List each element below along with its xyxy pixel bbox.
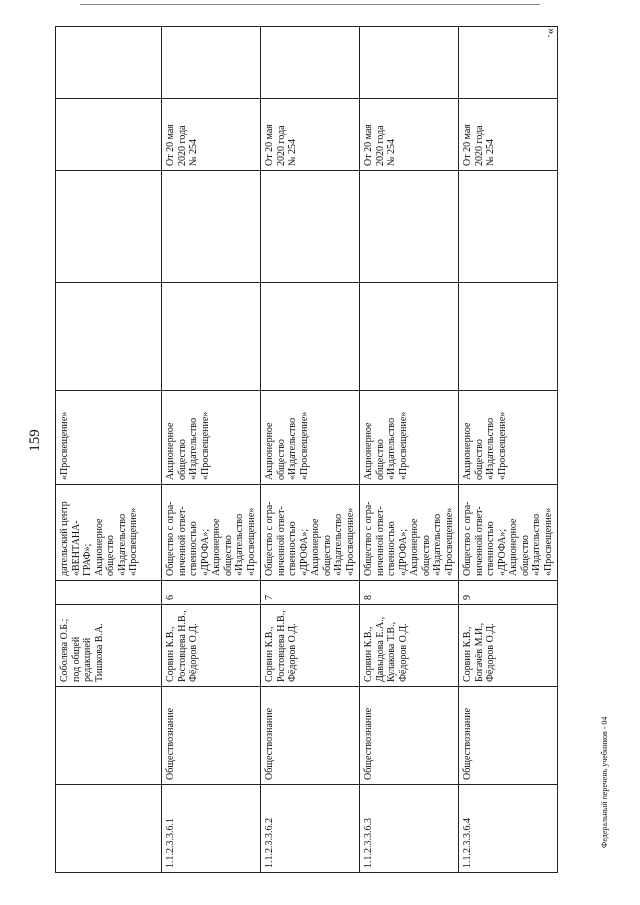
empty-cell xyxy=(459,171,558,283)
code-cell: 1.1.2.3.3.6.1 xyxy=(162,785,261,873)
empty-cell xyxy=(360,283,459,391)
new-publisher-cell: Акционерное общество «Издательство «Просвещение» xyxy=(459,391,558,485)
table-row xyxy=(261,27,360,873)
empty-cell xyxy=(56,27,162,99)
new-publisher-cell: «Просвещение» xyxy=(56,391,162,485)
empty-cell xyxy=(56,283,162,391)
class-cell: 6 xyxy=(162,581,261,605)
empty-cell xyxy=(261,283,360,391)
class-cell: 7 xyxy=(261,581,360,605)
order-cell: От 20 мая 2020 года № 254 xyxy=(360,99,459,171)
subject-cell: Обществознание xyxy=(459,687,558,785)
empty-cell xyxy=(162,27,261,99)
empty-cell xyxy=(162,283,261,391)
page-number: 159 xyxy=(26,429,43,452)
textbook-table xyxy=(55,26,558,873)
publisher-cell: Общество с огра- ниченной ответ- ственностью «ДРОФА»; Акционерное общество «Издательство «Просвещение» xyxy=(261,485,360,581)
empty-cell xyxy=(162,171,261,283)
subject-cell: Обществознание xyxy=(261,687,360,785)
empty-cell xyxy=(459,283,558,391)
table-row xyxy=(162,27,261,873)
table-row xyxy=(56,27,162,873)
authors-cell: Соболева О.Б.; под общей редакцией Тишкова В.А. xyxy=(56,605,162,687)
empty-cell xyxy=(261,27,360,99)
empty-cell xyxy=(360,27,459,99)
empty-cell xyxy=(360,171,459,283)
authors-cell: Сорвин К.В., Давыдова Е.А., Кулакова Т.В., Фёдоров О.Д. xyxy=(360,605,459,687)
textbook-table-wrapper xyxy=(55,27,554,873)
order-cell: От 20 мая 2020 года № 254 xyxy=(261,99,360,171)
footer-note: Федеральный перечень учебников - 04 xyxy=(600,716,609,848)
publisher-cell: Общество с огра- ниченной ответ- ственностью «ДРОФА»; Акционерное общество «Издательство «Просвещение» xyxy=(459,485,558,581)
table-row xyxy=(360,27,459,873)
authors-cell: Сорвин К.В., Ростовцева Н.В., Фёдоров О.Д. xyxy=(162,605,261,687)
code-cell: 1.1.2.3.3.6.2 xyxy=(261,785,360,873)
authors-cell: Сорвин К.В., Ростовцева Н.В., Фёдоров О.Д. xyxy=(261,605,360,687)
code-cell xyxy=(56,785,162,873)
order-cell xyxy=(56,99,162,171)
class-cell xyxy=(56,581,162,605)
class-cell: 9 xyxy=(459,581,558,605)
code-cell: 1.1.2.3.3.6.3 xyxy=(360,785,459,873)
publisher-cell: дательский центр «ВЕНТАНА- ГРАФ»; Акционерное общество «Издательство «Просвещение» xyxy=(56,485,162,581)
empty-cell xyxy=(459,27,558,99)
new-publisher-cell: Акционерное общество «Издательство «Просвещение» xyxy=(261,391,360,485)
order-cell: От 20 мая 2020 года № 254 xyxy=(459,99,558,171)
code-cell: 1.1.2.3.3.6.4 xyxy=(459,785,558,873)
top-rule xyxy=(80,4,540,5)
new-publisher-cell: Акционерное общество «Издательство «Просвещение» xyxy=(162,391,261,485)
subject-cell xyxy=(56,687,162,785)
table-row xyxy=(459,27,558,873)
closing-quote: ». xyxy=(545,28,560,38)
class-cell: 8 xyxy=(360,581,459,605)
publisher-cell: Общество с огра- ниченной ответ- ственностью «ДРОФА»; Акционерное общество «Издательство «Просвещение» xyxy=(162,485,261,581)
empty-cell xyxy=(261,171,360,283)
subject-cell: Обществознание xyxy=(360,687,459,785)
order-cell: От 20 мая 2020 года № 254 xyxy=(162,99,261,171)
publisher-cell: Общество с огра- ниченной ответ- ственностью «ДРОФА»; Акционерное общество «Издательство «Просвещение» xyxy=(360,485,459,581)
subject-cell: Обществознание xyxy=(162,687,261,785)
authors-cell: Сорвин К.В., Богачёв М.И., Фёдоров О.Д. xyxy=(459,605,558,687)
empty-cell xyxy=(56,171,162,283)
new-publisher-cell: Акционерное общество «Издательство «Просвещение» xyxy=(360,391,459,485)
